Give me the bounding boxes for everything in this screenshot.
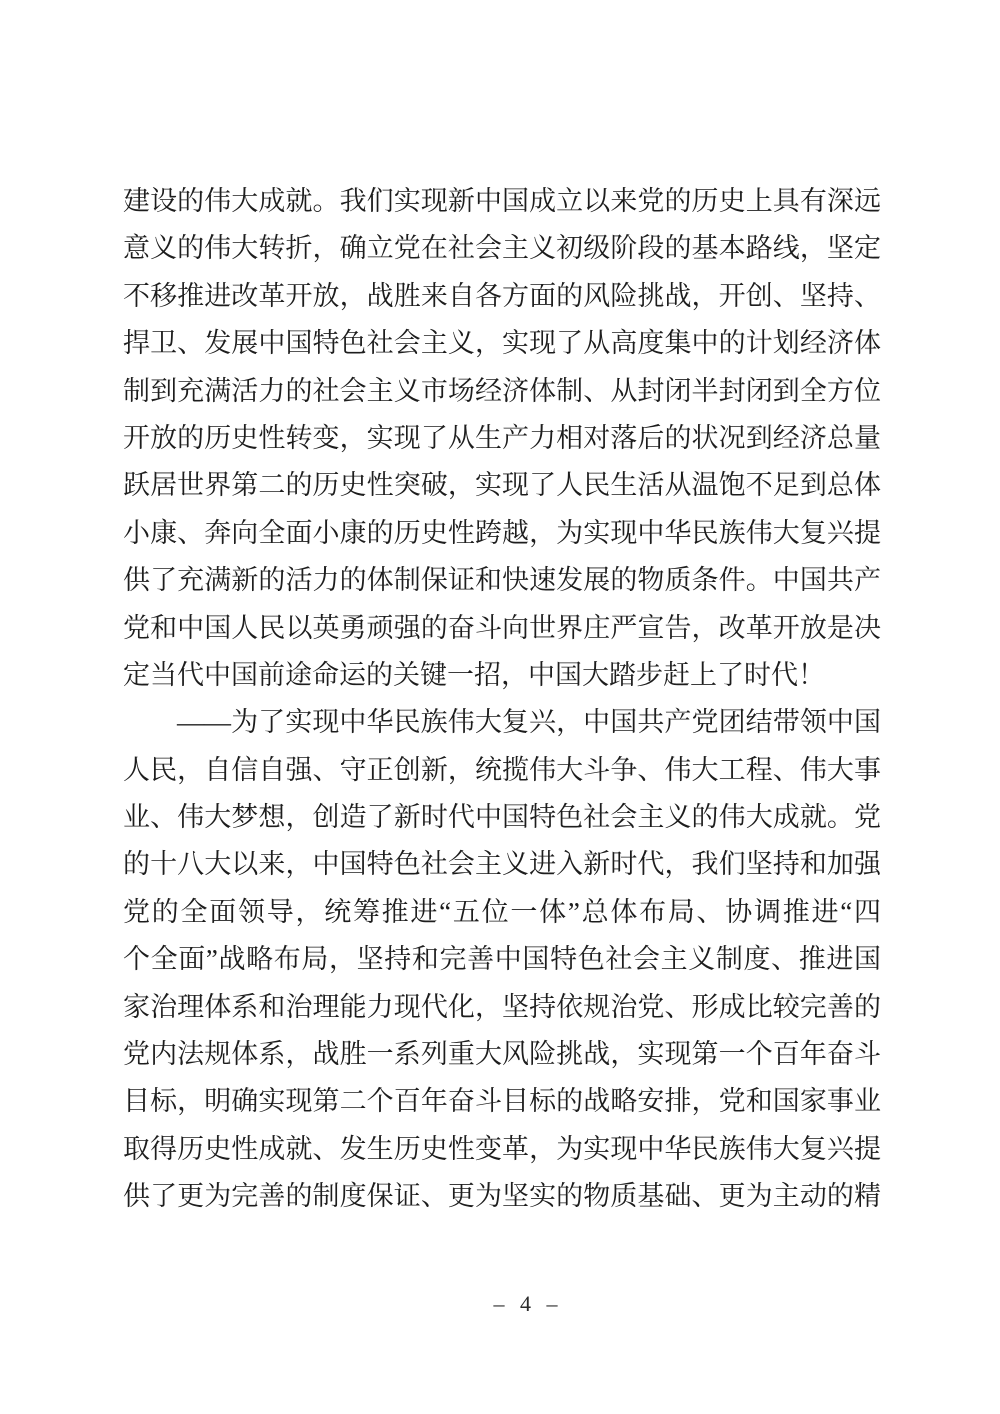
text-line: 人民，自信自强、守正创新，统揽伟大斗争、伟大工程、伟大事 — [123, 754, 881, 785]
text-line: 捍卫、发展中国特色社会主义，实现了从高度集中的计划经济体 — [123, 328, 881, 359]
text-line: 跃居世界第二的历史性突破，实现了人民生活从温饱不足到总体 — [123, 470, 881, 501]
text-line: 家治理体系和治理能力现代化，坚持依规治党、形成比较完善的 — [123, 991, 881, 1022]
page-number: – 4 – — [493, 1291, 561, 1316]
text-line: 个全面”战略布局，坚持和完善中国特色社会主义制度、推进国 — [123, 944, 881, 975]
text-line: 党和中国人民以英勇顽强的奋斗向世界庄严宣告，改革开放是决 — [123, 612, 881, 643]
text-line: 党内法规体系，战胜一系列重大风险挑战，实现第一个百年奋斗 — [123, 1039, 881, 1070]
document-body — [123, 178, 881, 1221]
text-line: 的十八大以来，中国特色社会主义进入新时代，我们坚持和加强 — [123, 849, 881, 880]
text-line: 党的全面领导，统筹推进“五位一体”总体布局、协调推进“四 — [123, 896, 881, 927]
text-line: 供了更为完善的制度保证、更为坚实的物质基础、更为主动的精 — [123, 1181, 881, 1212]
paragraph — [123, 178, 881, 699]
text-line: 定当代中国前途命运的关键一招，中国大踏步赶上了时代！ — [123, 659, 825, 690]
text-line: 目标，明确实现第二个百年奋斗目标的战略安排，党和国家事业 — [123, 1086, 881, 1117]
text-line: 开放的历史性转变，实现了从生产力相对落后的状况到经济总量 — [123, 422, 881, 453]
text-line: 意义的伟大转折，确立党在社会主义初级阶段的基本路线，坚定 — [123, 233, 881, 264]
text-line: 供了充满新的活力的体制保证和快速发展的物质条件。中国共产 — [123, 565, 881, 596]
text-line: ——为了实现中华民族伟大复兴，中国共产党团结带领中国 — [177, 707, 881, 738]
text-line: 小康、奔向全面小康的历史性跨越，为实现中华民族伟大复兴提 — [123, 517, 881, 548]
text-line: 制到充满活力的社会主义市场经济体制、从封闭半封闭到全方位 — [123, 375, 881, 406]
text-line: 业、伟大梦想，创造了新时代中国特色社会主义的伟大成就。党 — [123, 802, 881, 833]
page-footer — [494, 1291, 561, 1317]
text-line: 取得历史性成就、发生历史性变革，为实现中华民族伟大复兴提 — [123, 1133, 881, 1164]
text-line: 不移推进改革开放，战胜来自各方面的风险挑战，开创、坚持、 — [123, 280, 881, 311]
paragraph — [123, 699, 881, 1220]
text-line: 建设的伟大成就。我们实现新中国成立以来党的历史上具有深远 — [123, 186, 881, 216]
